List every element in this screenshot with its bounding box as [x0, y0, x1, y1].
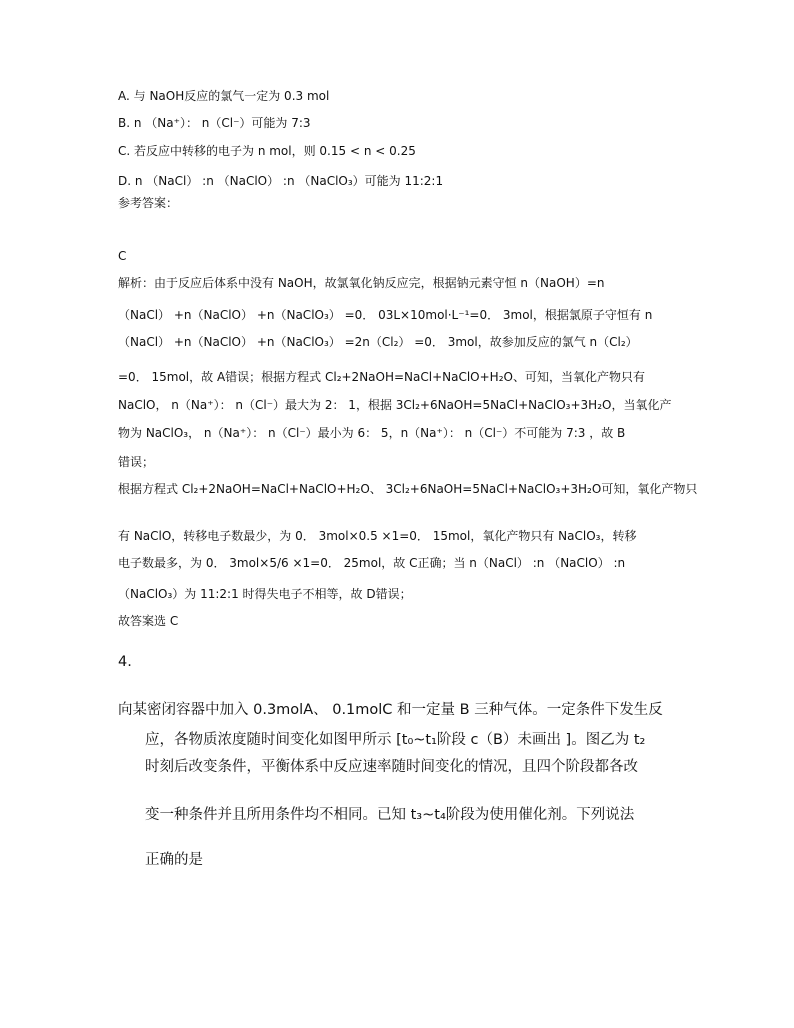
analysis-line: 解析：由于反应后体系中没有 NaOH，故氯氧化钠反应完，根据钠元素守恒 n（NaOH）=n — [118, 276, 605, 290]
analysis-line: （NaClO₃）为 11:2:1 时得失电子不相等，故 D错误； — [118, 587, 412, 601]
question-line: 正确的是 — [145, 852, 203, 868]
question-line: 时刻后改变条件，平衡体系中反应速率随时间变化的情况，且四个阶段都各改 — [145, 759, 638, 775]
question-line: 向某密闭容器中加入 0.3molA、 0.1molC 和一定量 B 三种气体。一定条件下发生反 — [118, 702, 663, 718]
analysis-line: 电子数最多，为 0． 3mol×5/6 ×1=0． 25mol，故 C正确；当 n（NaCl） :n （NaClO） :n — [118, 556, 626, 570]
answer-heading: 参考答案： — [118, 196, 179, 210]
answer-letter: C — [118, 249, 127, 263]
analysis-line: 错误； — [118, 455, 155, 469]
analysis-line: 根据方程式 Cl₂+2NaOH=NaCl+NaClO+H₂O、 3Cl₂+6NaOH=5NaCl+NaClO₃+3H₂O可知，氧化产物只 — [118, 482, 698, 496]
question-line: 变一种条件并且所用条件均不相同。已知 t₃~t₄阶段为使用催化剂。下列说法 — [145, 807, 635, 823]
analysis-line: NaClO， n（Na⁺）： n（Cl⁻）最大为 2： 1，根据 3Cl₂+6NaOH=5NaCl+NaClO₃+3H₂O，当氧化产 — [118, 398, 672, 412]
option-d: D. n （NaCl） :n （NaClO） :n （NaClO₃）可能为 11:2:1 — [118, 174, 444, 188]
question-number: 4. — [118, 654, 132, 670]
analysis-line: （NaCl） +n（NaClO） +n（NaClO₃） =0． 03L×10mol·L⁻¹=0． 3mol，根据氯原子守恒有 n — [118, 308, 653, 322]
option-c: C. 若反应中转移的电子为 n mol，则 0.15 < n < 0.25 — [118, 144, 416, 158]
option-a: A. 与 NaOH反应的氯气一定为 0.3 mol — [118, 89, 330, 103]
analysis-line: （NaCl） +n（NaClO） +n（NaClO₃） =2n（Cl₂） =0． 3mol，故参加反应的氯气 n（Cl₂） — [118, 335, 638, 349]
question-line: 应，各物质浓度随时间变化如图甲所示 [t₀~t₁阶段 c（B）未画出 ]。图乙为 t₂ — [145, 732, 646, 748]
analysis-line: 有 NaClO，转移电子数最少，为 0． 3mol×0.5 ×1=0． 15mol，氧化产物只有 NaClO₃，转移 — [118, 529, 637, 543]
analysis-line: 故答案选 C — [118, 614, 179, 628]
analysis-line: =0． 15mol，故 A错误；根据方程式 Cl₂+2NaOH=NaCl+NaClO+H₂O、可知，当氧化产物只有 — [118, 370, 645, 384]
option-b: B. n （Na⁺）： n（Cl⁻）可能为 7:3 — [118, 116, 311, 130]
analysis-line: 物为 NaClO₃， n（Na⁺）： n（Cl⁻）最小为 6： 5，n（Na⁺）： n（Cl⁻）不可能为 7:3 ，故 B — [118, 426, 626, 440]
